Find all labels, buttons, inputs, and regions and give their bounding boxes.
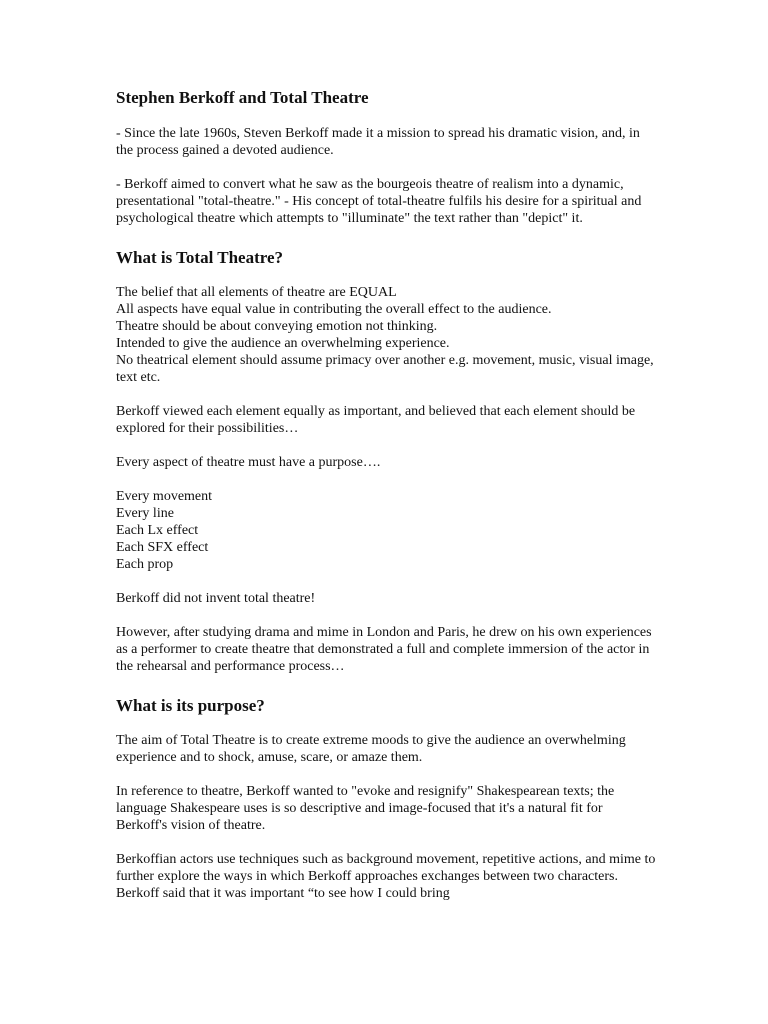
purpose-paragraph: Every aspect of theatre must have a purpose…. [116, 455, 381, 470]
shakespeare-paragraph: In reference to theatre, Berkoff wanted to "evoke and resignify" Shakespearean texts; the language Shakespeare uses is so descriptive and image-focused that it's a natural fit for Berkoff's vision of theatre. [116, 784, 615, 833]
list-item: Every line [116, 506, 174, 521]
section-heading-purpose: What is its purpose? [116, 696, 265, 715]
study-paragraph: However, after studying drama and mime in London and Paris, he drew on his own experiences as a performer to create theatre that demonstrated a full and complete immersion of the actor in the rehearsal and performance process… [116, 625, 652, 674]
list-item: Each prop [116, 557, 174, 572]
list-item: Each Lx effect [116, 523, 199, 538]
intro-paragraph-2: - Berkoff aimed to convert what he saw as the bourgeois theatre of realism into a dynamic, presentational "total-theatre." - His concept of total-theatre fulfils his desire for a spiritual and psychological theatre which attempts to "illuminate" the text rather than "depict" it. [116, 177, 642, 226]
actors-paragraph: Berkoffian actors use techniques such as background movement, repetitive actions, and mime to further explore the ways in which Berkoff approaches exchanges between two characters. Berkoff said that it was important “to see how I could bring [116, 852, 656, 901]
intro-paragraph-1: - Since the late 1960s, Steven Berkoff made it a mission to spread his dramatic vision, and, in the process gained a devoted audience. [116, 126, 640, 158]
belief-line: Theatre should be about conveying emotion not thinking. [116, 319, 438, 334]
list-item: Each SFX effect [116, 540, 209, 555]
belief-line: Intended to give the audience an overwhelming experience. [116, 336, 450, 351]
aspect-list [116, 488, 656, 573]
aim-paragraph: The aim of Total Theatre is to create extreme moods to give the audience an overwhelming experience and to shock, amuse, scare, or amaze them. [116, 733, 626, 765]
belief-line: All aspects have equal value in contributing the overall effect to the audience. [116, 302, 552, 317]
element-paragraph: Berkoff viewed each element equally as important, and believed that each element should be explored for their possibilities… [116, 404, 636, 436]
belief-lines [116, 284, 656, 386]
belief-line: No theatrical element should assume primacy over another e.g. movement, music, visual image, text etc. [116, 353, 654, 385]
section-heading-total-theatre: What is Total Theatre? [116, 248, 284, 267]
belief-line: The belief that all elements of theatre are EQUAL [116, 285, 397, 300]
document-title: Stephen Berkoff and Total Theatre [116, 88, 369, 107]
invention-paragraph: Berkoff did not invent total theatre! [116, 591, 316, 606]
list-item: Every movement [116, 489, 213, 504]
document-page [116, 88, 656, 919]
